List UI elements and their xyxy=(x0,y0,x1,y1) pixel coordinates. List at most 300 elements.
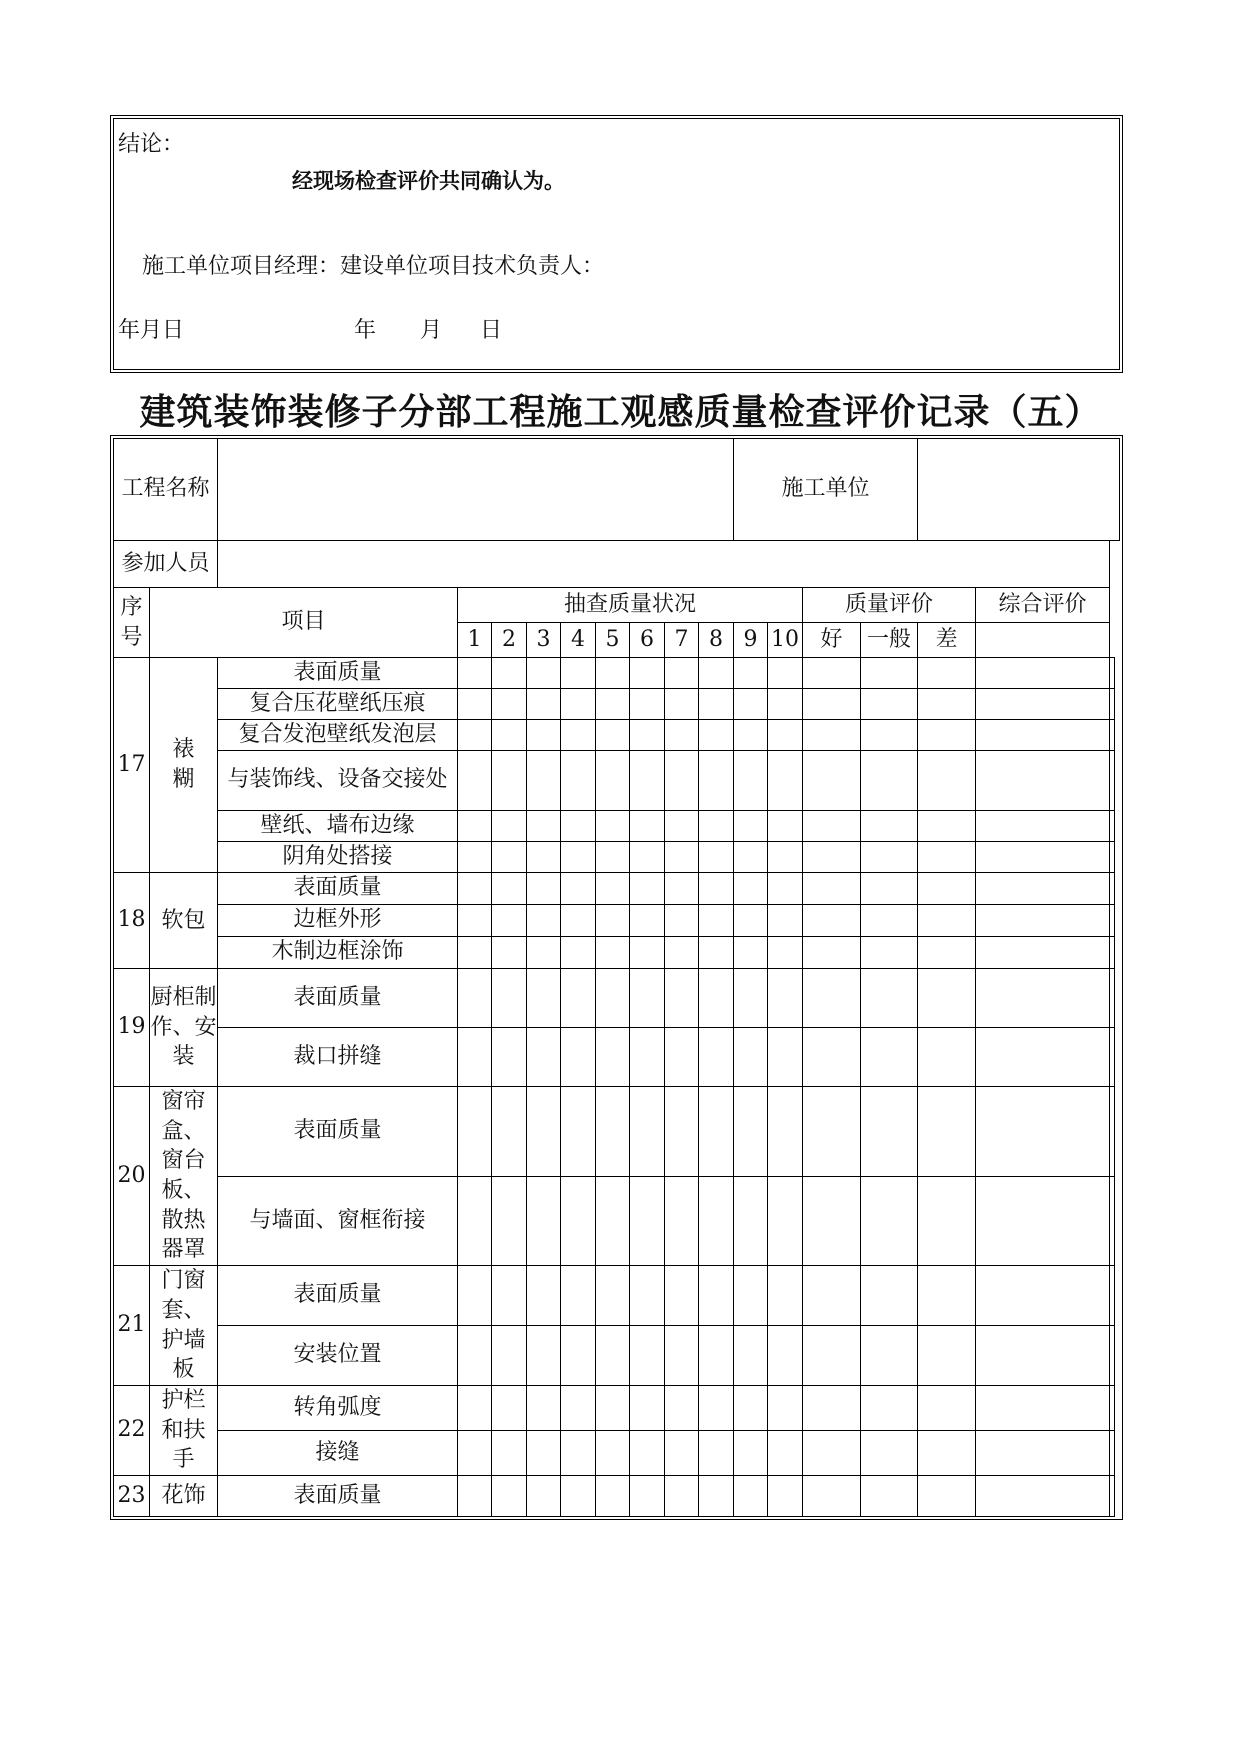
sample-check-cell[interactable] xyxy=(527,905,561,937)
sampling-header: 抽查质量状况 xyxy=(458,588,803,623)
sample-check-cell[interactable] xyxy=(768,1176,803,1266)
sample-check-cell[interactable] xyxy=(699,1028,734,1087)
table-row xyxy=(114,873,1120,905)
sample-check-cell[interactable] xyxy=(527,1266,561,1326)
sample-check-cell[interactable] xyxy=(596,842,630,873)
sample-check-cell[interactable] xyxy=(492,689,527,720)
sample-check-cell[interactable] xyxy=(527,842,561,873)
sample-check-cell[interactable] xyxy=(630,751,665,811)
overall-eval-cell[interactable] xyxy=(1110,1266,1115,1326)
sample-check-cell[interactable] xyxy=(561,1385,596,1430)
overall-eval-cell[interactable] xyxy=(1110,1087,1115,1177)
sample-number-10: 10 xyxy=(768,623,803,658)
sample-check-cell[interactable] xyxy=(596,720,630,751)
sample-check-cell[interactable] xyxy=(699,1475,734,1516)
grade-cell[interactable] xyxy=(803,969,861,1028)
table-row xyxy=(114,905,1120,937)
grade-cell[interactable] xyxy=(861,969,918,1028)
sample-check-cell[interactable] xyxy=(699,751,734,811)
sample-check-cell[interactable] xyxy=(630,1326,665,1386)
grade-cell[interactable] xyxy=(918,811,976,842)
grade-cell[interactable] xyxy=(976,905,1110,937)
sample-check-cell[interactable] xyxy=(596,873,630,905)
sample-check-cell[interactable] xyxy=(734,842,768,873)
grade-cell[interactable] xyxy=(918,969,976,1028)
sample-check-cell[interactable] xyxy=(596,905,630,937)
grade-cell[interactable] xyxy=(803,905,861,937)
sample-check-cell[interactable] xyxy=(527,1385,561,1430)
grade-cell[interactable] xyxy=(861,720,918,751)
grade-cell[interactable] xyxy=(976,811,1110,842)
sample-check-cell[interactable] xyxy=(458,1475,492,1516)
sample-check-cell[interactable] xyxy=(768,1087,803,1177)
sample-check-cell[interactable] xyxy=(492,905,527,937)
sample-check-cell[interactable] xyxy=(734,1087,768,1177)
sample-check-cell[interactable] xyxy=(492,1326,527,1386)
grade-cell[interactable] xyxy=(861,1176,918,1266)
sample-check-cell[interactable] xyxy=(561,1176,596,1266)
sample-check-cell[interactable] xyxy=(734,1430,768,1475)
sample-check-cell[interactable] xyxy=(699,1176,734,1266)
sample-check-cell[interactable] xyxy=(630,658,665,689)
sample-check-cell[interactable] xyxy=(458,1385,492,1430)
grade-cell[interactable] xyxy=(976,1028,1110,1087)
sample-check-cell[interactable] xyxy=(630,873,665,905)
sample-check-cell[interactable] xyxy=(561,1028,596,1087)
grade-cell[interactable] xyxy=(861,689,918,720)
sample-check-cell[interactable] xyxy=(630,1028,665,1087)
grade-cell[interactable] xyxy=(803,1326,861,1386)
sample-check-cell[interactable] xyxy=(734,1266,768,1326)
sample-check-cell[interactable] xyxy=(734,969,768,1028)
sample-check-cell[interactable] xyxy=(699,658,734,689)
sample-check-cell[interactable] xyxy=(561,811,596,842)
sample-check-cell[interactable] xyxy=(561,842,596,873)
construction-unit-label: 施工单位 xyxy=(734,439,918,541)
sample-check-cell[interactable] xyxy=(768,1385,803,1430)
sample-check-cell[interactable] xyxy=(596,811,630,842)
overall-eval-cell[interactable] xyxy=(1110,1475,1115,1516)
overall-eval-cell[interactable] xyxy=(1110,905,1115,937)
sample-check-cell[interactable] xyxy=(561,658,596,689)
sample-check-cell[interactable] xyxy=(665,1176,699,1266)
sample-check-cell[interactable] xyxy=(596,689,630,720)
sample-check-cell[interactable] xyxy=(665,689,699,720)
sample-check-cell[interactable] xyxy=(492,969,527,1028)
sample-check-cell[interactable] xyxy=(492,1430,527,1475)
inspection-item: 阴角处搭接 xyxy=(218,842,458,873)
sample-check-cell[interactable] xyxy=(699,937,734,969)
sample-check-cell[interactable] xyxy=(665,1028,699,1087)
table-row xyxy=(114,1176,1120,1266)
sample-check-cell[interactable] xyxy=(561,1266,596,1326)
overall-eval-cell[interactable] xyxy=(1110,811,1115,842)
sample-check-cell[interactable] xyxy=(630,937,665,969)
grade-cell[interactable] xyxy=(976,1266,1110,1326)
table-row xyxy=(114,937,1120,969)
sample-check-cell[interactable] xyxy=(699,1326,734,1386)
sample-check-cell[interactable] xyxy=(458,689,492,720)
sample-check-cell[interactable] xyxy=(734,905,768,937)
construction-unit-value[interactable] xyxy=(918,439,1120,541)
sample-check-cell[interactable] xyxy=(527,1087,561,1177)
sample-check-cell[interactable] xyxy=(492,1266,527,1326)
sample-check-cell[interactable] xyxy=(458,658,492,689)
sample-check-cell[interactable] xyxy=(665,1087,699,1177)
sample-check-cell[interactable] xyxy=(699,1430,734,1475)
sample-check-cell[interactable] xyxy=(492,811,527,842)
sample-check-cell[interactable] xyxy=(561,1326,596,1386)
grade-cell[interactable] xyxy=(803,1176,861,1266)
sample-check-cell[interactable] xyxy=(561,720,596,751)
sample-check-cell[interactable] xyxy=(630,720,665,751)
grade-cell[interactable] xyxy=(861,905,918,937)
sample-check-cell[interactable] xyxy=(527,751,561,811)
sample-check-cell[interactable] xyxy=(665,1326,699,1386)
table-row xyxy=(114,1266,1120,1326)
grade-cell[interactable] xyxy=(976,1087,1110,1177)
sample-check-cell[interactable] xyxy=(734,1028,768,1087)
grade-cell[interactable] xyxy=(918,689,976,720)
grade-cell[interactable] xyxy=(918,937,976,969)
grade-cell[interactable] xyxy=(803,720,861,751)
sample-check-cell[interactable] xyxy=(527,937,561,969)
grade-cell[interactable] xyxy=(918,658,976,689)
sample-check-cell[interactable] xyxy=(665,811,699,842)
grade-cell[interactable] xyxy=(976,1430,1110,1475)
sample-check-cell[interactable] xyxy=(734,1475,768,1516)
sample-check-cell[interactable] xyxy=(527,873,561,905)
sample-check-cell[interactable] xyxy=(596,969,630,1028)
sample-check-cell[interactable] xyxy=(768,751,803,811)
sample-check-cell[interactable] xyxy=(596,1475,630,1516)
grade-cell[interactable] xyxy=(918,720,976,751)
participants-label: 参加人员 xyxy=(114,541,218,588)
sample-check-cell[interactable] xyxy=(768,873,803,905)
inspection-item: 表面质量 xyxy=(218,1475,458,1516)
sample-check-cell[interactable] xyxy=(768,937,803,969)
sample-check-cell[interactable] xyxy=(458,1430,492,1475)
sample-check-cell[interactable] xyxy=(734,720,768,751)
sample-check-cell[interactable] xyxy=(458,811,492,842)
sample-check-cell[interactable] xyxy=(492,1176,527,1266)
sample-check-cell[interactable] xyxy=(699,811,734,842)
sample-check-cell[interactable] xyxy=(596,937,630,969)
sample-check-cell[interactable] xyxy=(699,720,734,751)
grade-cell[interactable] xyxy=(918,1028,976,1087)
sample-check-cell[interactable] xyxy=(768,1266,803,1326)
sample-check-cell[interactable] xyxy=(527,969,561,1028)
overall-eval-cell[interactable] xyxy=(1110,658,1115,689)
sample-check-cell[interactable] xyxy=(665,720,699,751)
sample-check-cell[interactable] xyxy=(596,1430,630,1475)
sample-check-cell[interactable] xyxy=(492,873,527,905)
sample-check-cell[interactable] xyxy=(458,1028,492,1087)
section-number: 18 xyxy=(114,873,150,969)
grade-cell[interactable] xyxy=(803,751,861,811)
sample-check-cell[interactable] xyxy=(596,658,630,689)
grade-cell[interactable] xyxy=(976,1475,1110,1516)
grade-cell[interactable] xyxy=(976,873,1110,905)
grade-cell[interactable] xyxy=(918,873,976,905)
grade-cell[interactable] xyxy=(803,1430,861,1475)
overall-eval-cell[interactable] xyxy=(1110,842,1115,873)
sample-check-cell[interactable] xyxy=(699,873,734,905)
grade-cell[interactable] xyxy=(976,842,1110,873)
grade-cell[interactable] xyxy=(861,842,918,873)
sample-check-cell[interactable] xyxy=(458,751,492,811)
overall-eval-cell[interactable] xyxy=(1110,1028,1115,1087)
sample-check-cell[interactable] xyxy=(734,873,768,905)
sample-check-cell[interactable] xyxy=(665,842,699,873)
inspection-item: 与装饰线、设备交接处 xyxy=(218,751,458,811)
sample-check-cell[interactable] xyxy=(630,689,665,720)
sample-check-cell[interactable] xyxy=(527,1475,561,1516)
sample-check-cell[interactable] xyxy=(699,1266,734,1326)
sample-check-cell[interactable] xyxy=(561,937,596,969)
grade-cell[interactable] xyxy=(976,1385,1110,1430)
sample-check-cell[interactable] xyxy=(768,1475,803,1516)
participants-value[interactable] xyxy=(218,541,1110,588)
sample-check-cell[interactable] xyxy=(596,1266,630,1326)
sample-check-cell[interactable] xyxy=(699,1385,734,1430)
grade-poor-header: 差 xyxy=(918,623,976,658)
sample-check-cell[interactable] xyxy=(665,1266,699,1326)
overall-eval-cell[interactable] xyxy=(1110,1176,1115,1266)
grade-cell[interactable] xyxy=(861,1028,918,1087)
sample-check-cell[interactable] xyxy=(596,1385,630,1430)
sample-check-cell[interactable] xyxy=(699,905,734,937)
sample-check-cell[interactable] xyxy=(458,842,492,873)
sample-check-cell[interactable] xyxy=(630,1385,665,1430)
sample-check-cell[interactable] xyxy=(630,1087,665,1177)
grade-cell[interactable] xyxy=(976,658,1110,689)
sample-check-cell[interactable] xyxy=(527,720,561,751)
sample-check-cell[interactable] xyxy=(492,1087,527,1177)
sample-check-cell[interactable] xyxy=(596,1087,630,1177)
date-year: 年 xyxy=(354,318,377,343)
grade-cell[interactable] xyxy=(861,1266,918,1326)
grade-cell[interactable] xyxy=(918,1475,976,1516)
inspection-table xyxy=(113,438,1120,1517)
overall-eval-cell[interactable] xyxy=(1110,873,1115,905)
sample-check-cell[interactable] xyxy=(665,873,699,905)
sample-check-cell[interactable] xyxy=(527,811,561,842)
sample-check-cell[interactable] xyxy=(665,1385,699,1430)
overall-eval-cell[interactable] xyxy=(1110,969,1115,1028)
sample-check-cell[interactable] xyxy=(665,1475,699,1516)
section-number: 21 xyxy=(114,1266,150,1386)
item-header: 项目 xyxy=(150,588,458,658)
sample-check-cell[interactable] xyxy=(561,1430,596,1475)
sample-check-cell[interactable] xyxy=(630,1266,665,1326)
sample-check-cell[interactable] xyxy=(527,1326,561,1386)
grade-cell[interactable] xyxy=(976,1176,1110,1266)
grade-cell[interactable] xyxy=(918,1176,976,1266)
sample-check-cell[interactable] xyxy=(768,905,803,937)
sample-check-cell[interactable] xyxy=(768,969,803,1028)
grade-cell[interactable] xyxy=(861,873,918,905)
sample-check-cell[interactable] xyxy=(458,1326,492,1386)
grade-cell[interactable] xyxy=(976,937,1110,969)
overall-eval-cell[interactable] xyxy=(1110,937,1115,969)
grade-cell[interactable] xyxy=(803,1028,861,1087)
overall-eval-cell[interactable] xyxy=(1110,1326,1115,1386)
grade-cell[interactable] xyxy=(918,905,976,937)
sample-check-cell[interactable] xyxy=(561,969,596,1028)
sample-check-cell[interactable] xyxy=(665,905,699,937)
sample-number-2: 2 xyxy=(492,623,527,658)
sample-check-cell[interactable] xyxy=(458,720,492,751)
sample-check-cell[interactable] xyxy=(630,905,665,937)
sample-check-cell[interactable] xyxy=(665,969,699,1028)
table-row xyxy=(114,1028,1120,1087)
grade-cell[interactable] xyxy=(861,1087,918,1177)
sample-check-cell[interactable] xyxy=(734,751,768,811)
grade-cell[interactable] xyxy=(918,1266,976,1326)
overall-eval-cell[interactable] xyxy=(1110,1430,1115,1475)
sample-number-7: 7 xyxy=(665,623,699,658)
grade-cell[interactable] xyxy=(918,1326,976,1386)
sample-check-cell[interactable] xyxy=(527,1028,561,1087)
grade-cell[interactable] xyxy=(803,842,861,873)
grade-cell[interactable] xyxy=(803,873,861,905)
grade-cell[interactable] xyxy=(918,1430,976,1475)
grade-cell[interactable] xyxy=(918,1087,976,1177)
sample-check-cell[interactable] xyxy=(734,1385,768,1430)
inspection-item: 表面质量 xyxy=(218,1087,458,1177)
sample-check-cell[interactable] xyxy=(492,1385,527,1430)
sample-check-cell[interactable] xyxy=(492,720,527,751)
sample-check-cell[interactable] xyxy=(527,658,561,689)
sample-check-cell[interactable] xyxy=(458,937,492,969)
grade-cell[interactable] xyxy=(803,1087,861,1177)
grade-cell[interactable] xyxy=(803,1475,861,1516)
sample-check-cell[interactable] xyxy=(734,811,768,842)
sample-check-cell[interactable] xyxy=(768,658,803,689)
sample-check-cell[interactable] xyxy=(630,1176,665,1266)
grade-cell[interactable] xyxy=(803,937,861,969)
sample-check-cell[interactable] xyxy=(492,842,527,873)
sample-check-cell[interactable] xyxy=(492,751,527,811)
sample-check-cell[interactable] xyxy=(492,1028,527,1087)
grade-cell[interactable] xyxy=(803,811,861,842)
grade-cell[interactable] xyxy=(803,1266,861,1326)
overall-eval-cell[interactable] xyxy=(1110,720,1115,751)
grade-cell[interactable] xyxy=(918,1385,976,1430)
inspection-item: 复合压花壁纸压痕 xyxy=(218,689,458,720)
sample-check-cell[interactable] xyxy=(734,689,768,720)
project-name-value[interactable] xyxy=(218,439,734,541)
grade-cell[interactable] xyxy=(861,1430,918,1475)
grade-cell[interactable] xyxy=(861,811,918,842)
grade-cell[interactable] xyxy=(976,969,1110,1028)
sample-check-cell[interactable] xyxy=(596,1176,630,1266)
sample-check-cell[interactable] xyxy=(768,811,803,842)
sample-check-cell[interactable] xyxy=(630,1475,665,1516)
sample-check-cell[interactable] xyxy=(492,937,527,969)
sample-check-cell[interactable] xyxy=(527,1430,561,1475)
sample-check-cell[interactable] xyxy=(561,1475,596,1516)
sample-check-cell[interactable] xyxy=(561,905,596,937)
grade-cell[interactable] xyxy=(976,689,1110,720)
grade-cell[interactable] xyxy=(918,842,976,873)
sample-check-cell[interactable] xyxy=(458,873,492,905)
section-category: 花饰 xyxy=(150,1475,218,1516)
sample-check-cell[interactable] xyxy=(734,658,768,689)
sample-check-cell[interactable] xyxy=(630,1430,665,1475)
sample-check-cell[interactable] xyxy=(699,842,734,873)
sample-check-cell[interactable] xyxy=(458,1087,492,1177)
sample-check-cell[interactable] xyxy=(665,1430,699,1475)
sample-check-cell[interactable] xyxy=(768,842,803,873)
sample-check-cell[interactable] xyxy=(734,1176,768,1266)
sample-check-cell[interactable] xyxy=(768,689,803,720)
grade-cell[interactable] xyxy=(803,1385,861,1430)
sample-check-cell[interactable] xyxy=(527,689,561,720)
sample-check-cell[interactable] xyxy=(734,937,768,969)
sample-check-cell[interactable] xyxy=(458,905,492,937)
sample-check-cell[interactable] xyxy=(596,751,630,811)
grade-cell[interactable] xyxy=(976,720,1110,751)
grade-cell[interactable] xyxy=(861,751,918,811)
sample-check-cell[interactable] xyxy=(768,720,803,751)
grade-cell[interactable] xyxy=(976,1326,1110,1386)
sample-check-cell[interactable] xyxy=(665,658,699,689)
table-row xyxy=(114,842,1120,873)
grade-cell[interactable] xyxy=(861,1385,918,1430)
sample-check-cell[interactable] xyxy=(699,969,734,1028)
sample-check-cell[interactable] xyxy=(630,969,665,1028)
sample-check-cell[interactable] xyxy=(492,1475,527,1516)
grade-cell[interactable] xyxy=(861,937,918,969)
sample-check-cell[interactable] xyxy=(768,1326,803,1386)
overall-eval-header: 综合评价 xyxy=(976,588,1110,623)
sample-check-cell[interactable] xyxy=(768,1430,803,1475)
sample-check-cell[interactable] xyxy=(665,751,699,811)
grade-cell[interactable] xyxy=(861,1475,918,1516)
sample-check-cell[interactable] xyxy=(561,873,596,905)
overall-eval-cell[interactable] xyxy=(1110,751,1115,811)
sample-check-cell[interactable] xyxy=(458,969,492,1028)
grade-cell[interactable] xyxy=(918,751,976,811)
sample-check-cell[interactable] xyxy=(596,1028,630,1087)
grade-cell[interactable] xyxy=(861,1326,918,1386)
sample-check-cell[interactable] xyxy=(665,937,699,969)
sample-check-cell[interactable] xyxy=(492,658,527,689)
sample-check-cell[interactable] xyxy=(699,689,734,720)
grade-cell[interactable] xyxy=(976,751,1110,811)
grade-cell[interactable] xyxy=(803,658,861,689)
sample-check-cell[interactable] xyxy=(458,1176,492,1266)
sample-check-cell[interactable] xyxy=(768,1028,803,1087)
overall-eval-cell[interactable] xyxy=(1110,1385,1115,1430)
overall-eval-cell[interactable] xyxy=(1110,689,1115,720)
sample-check-cell[interactable] xyxy=(561,1087,596,1177)
section-number: 20 xyxy=(114,1087,150,1266)
sample-check-cell[interactable] xyxy=(458,1266,492,1326)
sample-check-cell[interactable] xyxy=(561,751,596,811)
sample-check-cell[interactable] xyxy=(630,842,665,873)
grade-cell[interactable] xyxy=(803,689,861,720)
sample-check-cell[interactable] xyxy=(734,1326,768,1386)
sample-check-cell[interactable] xyxy=(596,1326,630,1386)
grade-cell[interactable] xyxy=(861,658,918,689)
sample-check-cell[interactable] xyxy=(527,1176,561,1266)
sample-check-cell[interactable] xyxy=(699,1087,734,1177)
sample-check-cell[interactable] xyxy=(561,689,596,720)
sample-check-cell[interactable] xyxy=(630,811,665,842)
